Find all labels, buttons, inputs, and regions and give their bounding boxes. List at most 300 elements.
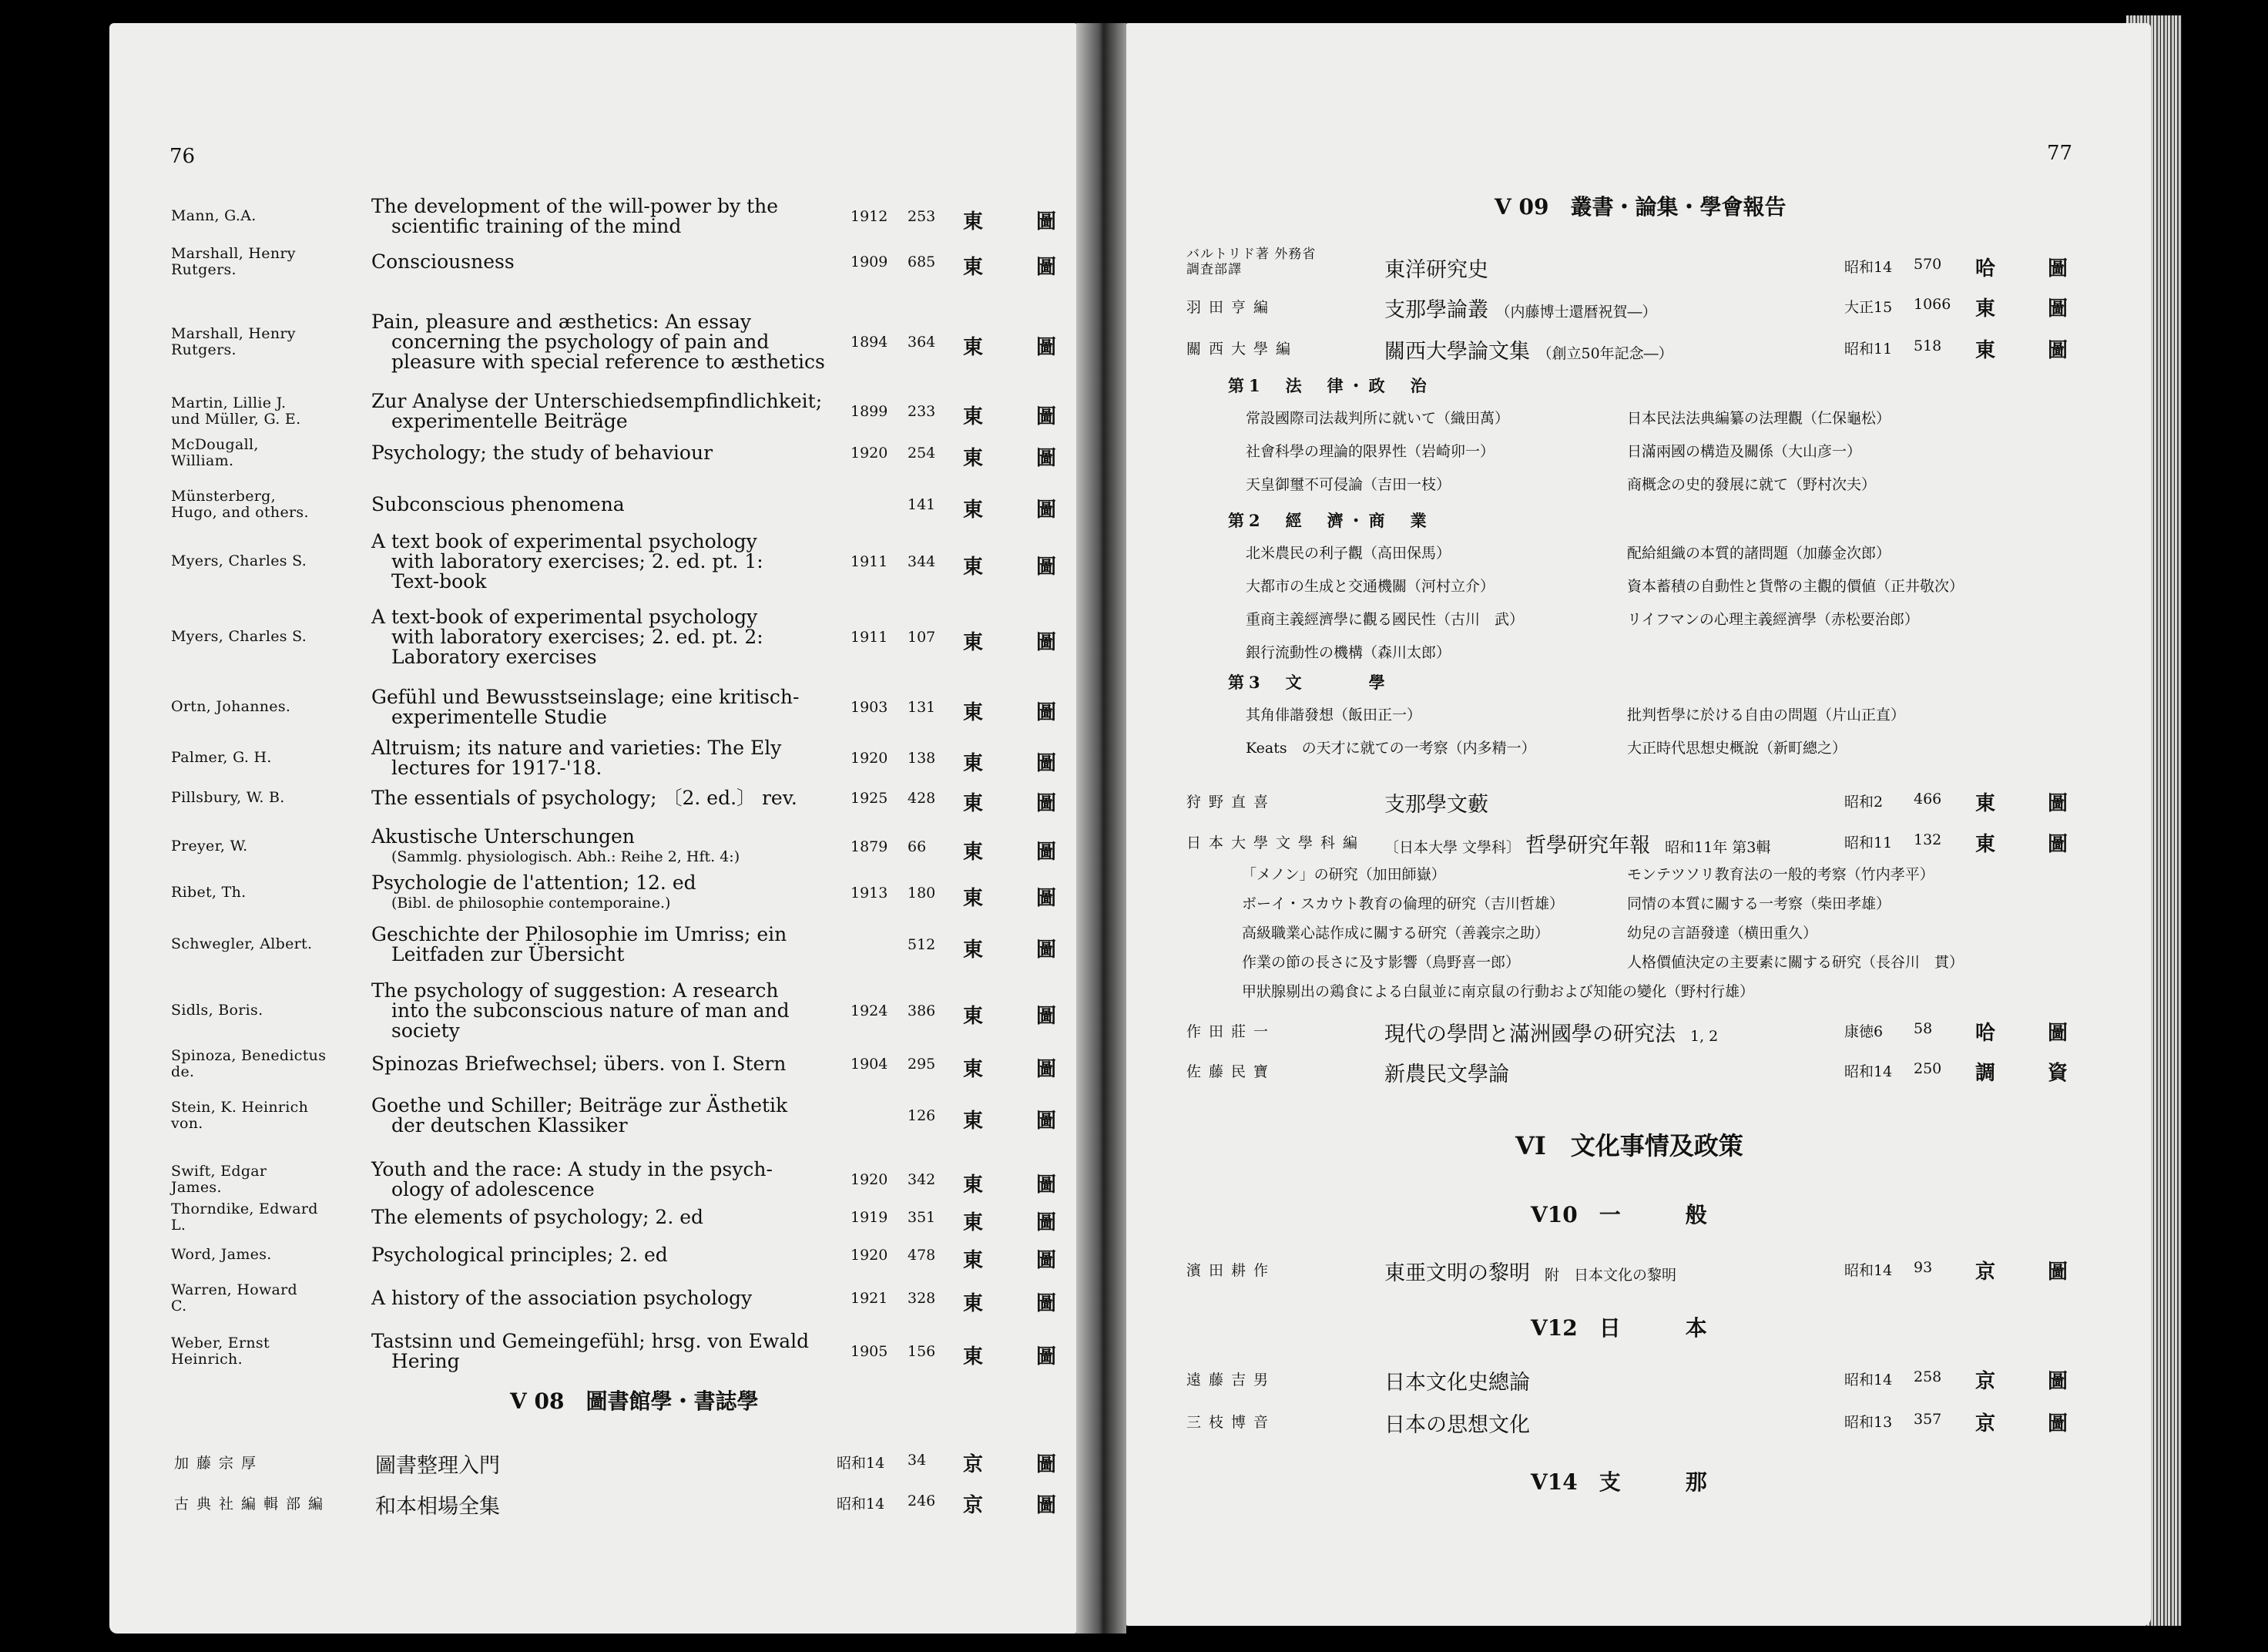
title-note: 1, 2 <box>1676 1028 1719 1045</box>
library-cell: 圖 <box>1036 1058 1057 1081</box>
author-cell <box>171 1048 356 1080</box>
article-item: 日滿兩國の構造及關係（大山彦一） <box>1627 443 1862 460</box>
title-line: ology of adolescence <box>391 1178 595 1200</box>
title-text: 現代の學問と滿洲國學の研究法 <box>1384 1022 1676 1046</box>
location-cell: 東 <box>963 938 984 962</box>
author-line: und Müller, G. E. <box>171 411 301 428</box>
author-cell <box>171 750 356 766</box>
title-cell <box>1384 1057 1509 1087</box>
article-item: 社會科學の理論的限界性（岩崎卯一） <box>1246 443 1495 460</box>
author-cell <box>1186 1368 1276 1389</box>
pages-cell: 250 <box>1914 1060 1942 1077</box>
location-cell: 東 <box>963 256 984 279</box>
pages-cell: 58 <box>1914 1020 1933 1037</box>
year-cell: 大正15 <box>1844 299 1893 316</box>
library-cell: 圖 <box>1036 210 1057 233</box>
title-line: Psychology; the study of behaviour <box>371 442 713 464</box>
year-cell: 1919 <box>850 1209 888 1226</box>
pages-cell: 518 <box>1914 337 1942 354</box>
library-cell: 圖 <box>2048 833 2068 856</box>
title-cell <box>1384 828 1770 858</box>
year-cell: 1899 <box>850 403 888 420</box>
pages-cell: 364 <box>908 334 936 351</box>
title-cell: 和本相場全集 <box>375 1495 500 1519</box>
location-cell: 東 <box>963 1345 984 1368</box>
title-cell <box>1384 1408 1530 1438</box>
library-cell: 圖 <box>2048 1022 2068 1045</box>
author-line: Ribet, Th. <box>171 884 247 901</box>
library-cell: 圖 <box>1036 1005 1057 1028</box>
title-line: A history of the association psychology <box>371 1287 753 1309</box>
author-line: Ortn, Johannes. <box>171 698 291 715</box>
library-cell: 圖 <box>1036 556 1057 579</box>
title-note: 昭和11年 第3輯 <box>1650 839 1771 856</box>
pages-cell: 570 <box>1914 256 1942 273</box>
pages-cell: 512 <box>908 936 936 953</box>
author-line: Palmer, G. H. <box>171 749 272 766</box>
title-line: A text book of experimental psychology <box>371 530 757 552</box>
title-line: pleasure with special reference to æsthetics <box>391 351 825 373</box>
year-cell: 昭和11 <box>1844 834 1893 851</box>
title-line: The development of the will-power by the <box>371 195 779 217</box>
title-cell: 圖書整理入門 <box>375 1454 500 1478</box>
book-gutter <box>1076 23 1126 1634</box>
library-cell: 圖 <box>2048 297 2068 321</box>
title-cell <box>371 495 926 515</box>
author-cell <box>171 1247 356 1263</box>
author-line: 羽田亨編 <box>1186 299 1277 316</box>
pages-cell: 1066 <box>1914 296 1951 313</box>
year-cell: 康徳6 <box>1844 1023 1884 1040</box>
library-cell: 資 <box>2048 1062 2068 1085</box>
library-cell: 圖 <box>1036 1174 1057 1197</box>
year-cell: 1920 <box>850 445 888 462</box>
year-cell: 1904 <box>850 1056 888 1073</box>
author-cell <box>171 1100 356 1132</box>
pages-cell: 246 <box>908 1493 936 1509</box>
title-text: 新農民文學論 <box>1384 1063 1509 1086</box>
author-line: Spinoza, Benedictus <box>171 1047 327 1064</box>
pages-cell: 126 <box>908 1107 936 1124</box>
year-cell: 昭和2 <box>1844 794 1884 811</box>
title-cell <box>371 925 926 965</box>
title-line: (Bibl. de philosophie contemporaine.) <box>391 895 671 912</box>
library-cell: 圖 <box>1036 499 1057 522</box>
pages-cell: 685 <box>908 254 936 270</box>
pages-cell: 93 <box>1914 1259 1933 1276</box>
location-cell: 哈 <box>1975 1022 1996 1045</box>
year-cell: 1920 <box>850 750 888 767</box>
pages-cell: 466 <box>1914 791 1942 808</box>
article-item: 高級職業心誌作成に關する研究（善義宗之助） <box>1242 925 1550 942</box>
author-cell <box>171 629 356 645</box>
year-cell: 1903 <box>850 699 888 716</box>
author-cell <box>171 437 356 469</box>
author-cell <box>171 1163 356 1196</box>
title-note: （創立50年記念―） <box>1530 345 1673 362</box>
location-cell: 哈 <box>1975 257 1996 280</box>
title-line: The elements of psychology; 2. ed <box>371 1206 704 1228</box>
title-cell <box>371 312 926 372</box>
author-line: Stein, K. Heinrich <box>171 1099 309 1116</box>
left-page <box>109 23 1076 1634</box>
author-cell <box>171 326 356 358</box>
article-item: 其角俳諧發想（飯田正一） <box>1246 707 1422 724</box>
author-line: 關西大學編 <box>1186 341 1299 358</box>
title-cell <box>371 738 926 778</box>
library-cell: 圖 <box>1036 1249 1057 1272</box>
pages-cell: 138 <box>908 750 936 767</box>
author-cell: 古典社編輯部編 <box>174 1496 331 1513</box>
pages-cell: 180 <box>908 885 936 902</box>
title-line: Laboratory exercises <box>391 646 597 668</box>
author-cell <box>171 208 356 224</box>
article-item: 資本蓄積の自動性と貨幣の主觀的價値（正井敬次） <box>1627 578 1964 595</box>
section-heading-v09: V 09 叢書・論集・學會報告 <box>1495 194 1787 220</box>
author-line: de. <box>171 1063 195 1080</box>
author-line: Pillsbury, W. B. <box>171 789 285 806</box>
library-cell: 圖 <box>1036 1494 1057 1517</box>
title-line: The psychology of suggestion: A research <box>371 979 779 1002</box>
year-cell: 昭和14 <box>1844 1262 1893 1279</box>
library-cell: 圖 <box>1036 405 1057 428</box>
title-cell <box>371 788 926 808</box>
title-cell <box>1384 293 1657 323</box>
location-cell: 東 <box>963 841 984 864</box>
article-item: 人格價値決定の主要素に關する研究（長谷川 貫） <box>1627 954 1964 971</box>
author-line: Rutgers. <box>171 261 237 278</box>
year-cell: 1925 <box>850 790 888 807</box>
location-cell: 東 <box>963 499 984 522</box>
title-line: experimentelle Studie <box>391 706 607 728</box>
title-text: 支那學論叢 <box>1384 298 1488 322</box>
pages-cell: 233 <box>908 403 936 420</box>
title-cell <box>371 607 926 667</box>
title-cell <box>1384 1256 1676 1286</box>
location-cell: 東 <box>963 210 984 233</box>
title-line: society <box>391 1019 460 1042</box>
subsection-heading: 第3 文 學 <box>1228 673 1390 692</box>
author-cell <box>1186 1259 1276 1280</box>
author-line: Martin, Lillie J. <box>171 395 287 411</box>
page-number: 76 <box>169 145 196 168</box>
title-line: The essentials of psychology; 〔2. ed.〕 rev. <box>371 787 797 809</box>
title-cell <box>1384 1365 1530 1395</box>
author-line: Myers, Charles S. <box>171 628 307 645</box>
author-cell <box>171 553 356 569</box>
location-cell: 東 <box>963 631 984 654</box>
author-cell <box>171 838 356 855</box>
pages-cell: 253 <box>908 208 936 225</box>
library-cell: 圖 <box>1036 631 1057 654</box>
location-cell: 東 <box>963 1110 984 1133</box>
title-line: lectures for 1917-'18. <box>391 757 602 779</box>
pages-cell: 131 <box>908 699 936 716</box>
location-cell: 東 <box>963 1249 984 1272</box>
article-item: 同情の本質に關する一考察（柴田孝雄） <box>1627 895 1891 912</box>
location-cell: 京 <box>1975 1261 1996 1284</box>
author-cell <box>1186 337 1298 358</box>
author-cell <box>171 885 356 901</box>
author-line: Rutgers. <box>171 341 237 358</box>
title-text: 支那學文藪 <box>1384 793 1488 817</box>
title-line: der deutschen Klassiker <box>391 1114 628 1137</box>
library-cell: 圖 <box>2048 792 2068 815</box>
year-cell: 昭和14 <box>837 1496 885 1513</box>
library-cell: 圖 <box>1036 1211 1057 1234</box>
title-line: Goethe und Schiller; Beiträge zur Ästhetik <box>371 1094 788 1116</box>
title-cell <box>1384 787 1488 818</box>
title-cell <box>371 1160 926 1200</box>
author-line: Schwegler, Albert. <box>171 935 313 952</box>
year-cell: 1905 <box>850 1343 888 1360</box>
pages-cell: 342 <box>908 1171 936 1188</box>
title-line: Youth and the race: A study in the psych- <box>371 1158 773 1180</box>
author-line: 遠藤吉男 <box>1186 1372 1277 1388</box>
library-cell: 圖 <box>2048 339 2068 362</box>
library-cell: 圖 <box>1036 1110 1057 1133</box>
title-line: into the subconscious nature of man and <box>391 999 790 1022</box>
location-cell: 東 <box>963 1211 984 1234</box>
library-cell: 圖 <box>1036 887 1057 910</box>
article-item: 北米農民の利子觀（高田保馬） <box>1246 545 1451 562</box>
article-item: 甲狀腺剔出の鶏食による白鼠並に南京鼠の行動および知能の變化（野村行雄） <box>1242 983 1755 1000</box>
title-text: 日本の思想文化 <box>1384 1413 1530 1437</box>
library-cell: 圖 <box>1036 841 1057 864</box>
title-line: Text-book <box>391 570 487 593</box>
location-cell: 東 <box>1975 339 1996 362</box>
title-cell <box>371 1331 926 1372</box>
year-cell: 昭和14 <box>1844 1063 1893 1080</box>
author-line: 狩野直喜 <box>1186 794 1277 811</box>
title-cell <box>371 1096 926 1136</box>
pages-cell: 34 <box>908 1452 927 1469</box>
article-item: 幼兒の言語發達（横田重久） <box>1627 925 1818 942</box>
article-item: 常設國際司法裁判所に就いて（織田萬） <box>1246 410 1510 427</box>
article-item: 銀行流動性の機構（森川太郎） <box>1246 644 1451 661</box>
location-cell: 東 <box>963 405 984 428</box>
title-text: 關西大學論文集 <box>1384 340 1530 364</box>
year-cell: 1911 <box>850 553 888 570</box>
author-cell <box>171 1002 356 1019</box>
author-line: Thorndike, Edward <box>171 1200 318 1217</box>
article-item: 商概念の史的發展に就て（野村次夫） <box>1627 476 1877 493</box>
article-item: 作業の節の長さに及す影響（鳥野喜一郎） <box>1242 954 1521 971</box>
library-cell: 圖 <box>1036 752 1057 775</box>
author-line: William. <box>171 452 234 469</box>
library-cell: 圖 <box>1036 938 1057 962</box>
author-line: 作田莊一 <box>1186 1023 1277 1040</box>
pages-cell: 107 <box>908 629 936 646</box>
location-cell: 東 <box>963 792 984 815</box>
location-cell: 東 <box>963 701 984 724</box>
location-cell: 東 <box>963 887 984 910</box>
location-cell: 東 <box>1975 792 1996 815</box>
article-item: ボーイ・スカウト教育の倫理的研究（吉川哲雄） <box>1242 895 1565 912</box>
year-cell: 1894 <box>850 334 888 351</box>
title-cell <box>371 1288 926 1308</box>
title-line: Akustische Unterschungen <box>371 825 635 848</box>
author-line: Swift, Edgar <box>171 1163 267 1180</box>
page-number: 77 <box>2047 142 2073 165</box>
article-item: 批判哲學に於ける自由の問題（片山正直） <box>1627 707 1906 724</box>
title-bracket: 〔日本大學 文學科〕 <box>1384 839 1526 856</box>
year-cell: 1921 <box>850 1290 888 1307</box>
library-cell: 圖 <box>1036 256 1057 279</box>
title-cell <box>371 981 926 1041</box>
author-cell <box>171 395 356 428</box>
library-cell: 圖 <box>2048 1261 2068 1284</box>
article-item: 大正時代思想史概說（新町總之） <box>1627 740 1847 757</box>
author-line: Münsterberg, <box>171 488 276 505</box>
title-cell <box>1384 334 1673 364</box>
title-cell <box>371 391 926 431</box>
author-line: C. <box>171 1298 187 1315</box>
library-cell: 圖 <box>1036 1453 1057 1476</box>
section-heading-v10: V10 一 般 <box>1531 1202 1707 1227</box>
title-line: with laboratory exercises; 2. ed. pt. 2: <box>391 626 763 648</box>
section-heading-vi: VI 文化事情及政策 <box>1515 1131 1743 1160</box>
title-text: 東洋研究史 <box>1384 258 1488 282</box>
author-cell <box>1186 296 1276 317</box>
location-cell: 東 <box>963 556 984 579</box>
year-cell: 1924 <box>850 1002 888 1019</box>
author-line: 佐藤民寶 <box>1186 1063 1277 1080</box>
location-cell: 東 <box>963 1174 984 1197</box>
location-cell: 京 <box>1975 1370 1996 1393</box>
article-item: リイフマンの心理主義經濟學（赤松要治郎） <box>1627 611 1919 628</box>
article-item: モンテツソリ教育法の一般的考察（竹内孝平） <box>1627 866 1934 883</box>
location-cell: 京 <box>1975 1412 1996 1435</box>
author-line: Mann, G.A. <box>171 207 257 224</box>
author-line: Marshall, Henry <box>171 245 296 262</box>
pages-cell: 254 <box>908 445 936 462</box>
title-line: Spinozas Briefwechsel; übers. von I. Stern <box>371 1053 787 1075</box>
location-cell: 東 <box>963 1005 984 1028</box>
title-line: (Sammlg. physiologisch. Abh.: Reihe 2, Hft. 4:) <box>391 848 740 865</box>
title-line: Gefühl und Bewusstseinslage; eine kritisch- <box>371 686 800 708</box>
subsection-heading: 第1 法 律・政 治 <box>1228 376 1431 395</box>
title-line: Psychological principles; 2. ed <box>371 1244 668 1266</box>
library-cell: 圖 <box>1036 1292 1057 1315</box>
location-cell: 調 <box>1975 1062 1996 1085</box>
title-line: concerning the psychology of pain and <box>391 331 770 353</box>
pages-cell: 351 <box>908 1209 936 1226</box>
title-line: Zur Analyse der Unterschiedsempfindlichkeit; <box>371 390 823 412</box>
author-line: von. <box>171 1115 203 1132</box>
title-line: Hering <box>391 1350 460 1372</box>
pages-cell: 156 <box>908 1343 936 1360</box>
year-cell: 1920 <box>850 1171 888 1188</box>
author-line: Weber, Ernst <box>171 1335 270 1351</box>
author-cell <box>171 936 356 952</box>
pages-cell: 258 <box>1914 1368 1942 1385</box>
year-cell: 1879 <box>850 838 888 855</box>
article-item: 「メノン」の研究（加田師嶽） <box>1242 866 1446 883</box>
pages-cell: 386 <box>908 1002 936 1019</box>
author-line: McDougall, <box>171 436 259 453</box>
library-cell: 圖 <box>2048 1412 2068 1435</box>
author-cell: 加藤宗厚 <box>174 1455 264 1472</box>
author-cell <box>1186 1411 1276 1432</box>
title-note: （内藤博士還暦祝賀―） <box>1488 304 1657 321</box>
year-cell: 昭和14 <box>1844 1372 1893 1388</box>
title-line: Geschichte der Philosophie im Umriss; ein <box>371 923 787 945</box>
author-line: Myers, Charles S. <box>171 552 307 569</box>
location-cell: 東 <box>1975 833 1996 856</box>
location-cell: 東 <box>963 752 984 775</box>
pages-cell: 428 <box>908 790 936 807</box>
author-cell <box>1186 247 1316 277</box>
title-cell <box>371 1245 926 1265</box>
location-cell: 東 <box>963 447 984 470</box>
location-cell: 東 <box>1975 297 1996 321</box>
year-cell: 1911 <box>850 629 888 646</box>
library-cell: 圖 <box>2048 1370 2068 1393</box>
article-item: 大都市の生成と交通機關（河村立介） <box>1246 578 1495 595</box>
library-cell: 圖 <box>1036 447 1057 470</box>
title-cell <box>371 827 926 867</box>
author-cell <box>171 246 356 278</box>
title-cell <box>1384 1017 1718 1047</box>
article-item: 天皇御璽不可侵論（吉田一枝） <box>1246 476 1451 493</box>
location-cell: 東 <box>963 1292 984 1315</box>
pages-cell: 328 <box>908 1290 936 1307</box>
title-line: scientific training of the mind <box>391 215 682 237</box>
subsection-heading: 第2 經 濟・商 業 <box>1228 511 1431 530</box>
author-cell <box>1186 1020 1276 1041</box>
author-line: Preyer, W. <box>171 838 248 855</box>
author-cell <box>171 1335 356 1368</box>
author-line: バルトリド著 外務省 <box>1186 247 1317 262</box>
title-cell <box>371 873 926 913</box>
title-cell <box>371 252 926 272</box>
author-cell <box>1186 831 1365 852</box>
location-cell: 東 <box>963 1058 984 1081</box>
title-text: 哲學研究年報 <box>1525 834 1651 858</box>
author-line: 日本大學文學科編 <box>1186 834 1366 851</box>
article-item: 日本民法法典編纂の法理觀（仁保龜松） <box>1627 410 1891 427</box>
title-cell <box>1384 253 1488 283</box>
title-cell <box>371 443 926 463</box>
title-cell <box>371 1207 926 1227</box>
article-item: 重商主義經濟學に觀る國民性（古川 武） <box>1246 611 1525 628</box>
library-cell: 圖 <box>1036 336 1057 359</box>
title-cell <box>371 687 926 727</box>
title-line: Pain, pleasure and æsthetics: An essay <box>371 311 751 333</box>
title-line: with laboratory exercises; 2. ed. pt. 1: <box>391 550 763 572</box>
author-cell <box>171 1282 356 1315</box>
title-line: Psychologie de l'attention; 12. ed <box>371 871 696 894</box>
library-cell: 圖 <box>1036 792 1057 815</box>
author-line: Marshall, Henry <box>171 325 296 342</box>
title-note: 附 日本文化の黎明 <box>1530 1267 1677 1284</box>
title-line: Tastsinn und Gemeingefühl; hrsg. von Ewald <box>371 1330 810 1352</box>
pages-cell: 478 <box>908 1247 936 1264</box>
title-cell <box>371 532 926 592</box>
section-heading-v14: V14 支 那 <box>1531 1469 1707 1495</box>
author-line: L. <box>171 1217 186 1234</box>
year-cell: 1912 <box>850 208 888 225</box>
author-line: James. <box>171 1179 222 1196</box>
title-line: Subconscious phenomena <box>371 493 625 515</box>
pages-cell: 295 <box>908 1056 936 1073</box>
title-cell <box>371 196 926 237</box>
title-cell <box>371 1054 926 1074</box>
title-line: Altruism; its nature and varieties: The Ely <box>371 737 782 759</box>
location-cell: 京 <box>963 1453 984 1476</box>
author-line: Warren, Howard <box>171 1281 297 1298</box>
